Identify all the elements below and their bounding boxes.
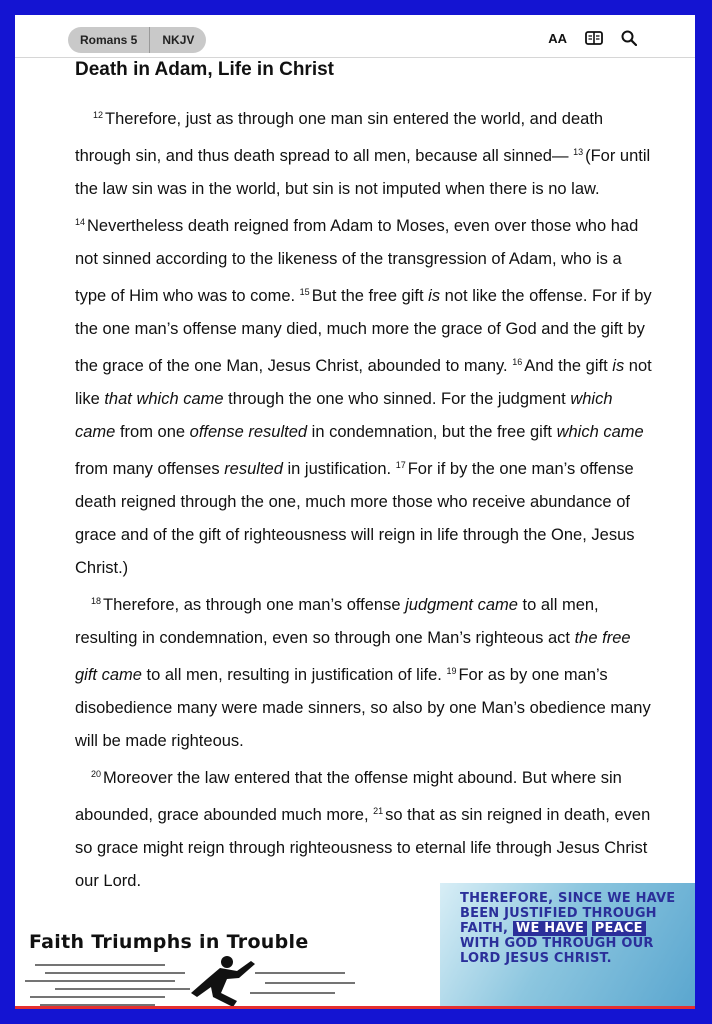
verse-number[interactable]: 19 xyxy=(446,666,457,676)
version-button[interactable]: NKJV xyxy=(162,33,195,47)
verse-text: through the one who sinned. For the judgment xyxy=(223,390,571,408)
verse-text-italic: offense resulted xyxy=(189,423,308,441)
verse-text: Therefore, just as through one man sin entered the world, and death through sin, and thus death spread to all men, because all sinned— xyxy=(75,110,604,165)
verse-number[interactable]: 16 xyxy=(512,357,523,367)
verse-text: not like xyxy=(75,357,652,408)
verse-text: And the gift xyxy=(524,357,613,375)
promo-text-end: WITH GOD THROUGH OUR LORD JESUS CHRIST. xyxy=(460,936,654,966)
verse-text: Therefore, as through one man’s offense xyxy=(103,596,406,614)
verse-text-italic: judgment came xyxy=(405,596,518,614)
verse-text-italic: resulted xyxy=(224,460,283,478)
verse-text: Moreover the law entered that the offense might abound. But where sin abounded, grace abounded much more, xyxy=(75,769,622,824)
scripture-paragraph xyxy=(75,758,655,898)
toolbar-actions xyxy=(548,30,637,46)
verse-text: in condemnation, but the free gift xyxy=(307,423,557,441)
text-size-icon[interactable]: AA xyxy=(548,30,567,46)
sermon-banner xyxy=(15,923,440,1009)
scripture-paragraph xyxy=(75,585,655,758)
verse-number[interactable]: 17 xyxy=(395,460,406,470)
verse-text: from many offenses xyxy=(75,460,225,478)
verse-text: from one xyxy=(115,423,190,441)
search-icon[interactable] xyxy=(621,30,637,46)
passage-selector[interactable] xyxy=(68,27,206,53)
running-figure-icon xyxy=(15,953,440,1009)
verse-number[interactable]: 12 xyxy=(93,110,104,120)
verse-text: (For until the law sin was in the world, but sin is not imputed when there is no law. xyxy=(75,147,651,198)
verse-number[interactable]: 14 xyxy=(75,217,86,227)
promo-highlight-1: WE HAVE xyxy=(513,921,587,936)
book-chapter-button[interactable]: Romans 5 xyxy=(80,33,138,47)
verse-number[interactable]: 18 xyxy=(91,596,102,606)
verse-text-italic: which came xyxy=(556,423,644,441)
verse-number[interactable]: 15 xyxy=(299,287,310,297)
promo-highlight-2: PEACE xyxy=(592,921,646,936)
verse-text: But the free gift xyxy=(311,287,429,305)
accent-line xyxy=(15,1006,695,1009)
scripture-paragraph xyxy=(75,99,655,585)
reader-page xyxy=(15,15,695,1009)
verse-number[interactable]: 13 xyxy=(573,147,584,157)
verse-text: For if by the one man’s offense death reigned through the one, much more those who receive abundance of grace and of the gift of righteousness will reign in life through the One, Jesus Christ.) xyxy=(75,460,635,577)
promo-text-start: THEREFORE, SINCE WE HAVE BEEN JUSTIFIED THROUGH FAITH, xyxy=(460,891,676,936)
book-icon[interactable] xyxy=(585,31,603,45)
verse-text-italic: which came xyxy=(75,390,613,441)
verse-number[interactable]: 21 xyxy=(373,806,384,816)
verse-text: Nevertheless death reigned from Adam to Moses, even over those who had not sinned according to the likeness of the transgression of Adam, who is a type of Him who was to come. xyxy=(75,217,639,305)
banner-title: Faith Triumphs in Trouble xyxy=(29,931,309,953)
section-heading: Death in Adam, Life in Christ xyxy=(75,59,334,80)
verse-text: to all men, resulting in justification of life. xyxy=(141,666,447,684)
verse-text-italic: that which came xyxy=(104,390,224,408)
top-toolbar xyxy=(15,15,695,58)
verse-text: so that as sin reigned in death, even so grace might reign through righteousness to eternal life through Jesus Christ our Lord. xyxy=(75,806,651,890)
verse-text-italic: the free gift came xyxy=(75,629,631,684)
verse-text: not like the offense. For if by the one man’s offense many died, much more the grace of God and the gift by the grace of the one Man, Jesus Christ, abounded to many. xyxy=(75,287,652,375)
scripture-text xyxy=(75,99,655,898)
verse-text: to all men, resulting in condemnation, even so through one Man’s righteous act xyxy=(75,596,599,647)
verse-text-italic: is xyxy=(428,287,441,305)
promo-verse xyxy=(460,891,690,966)
verse-text: in justification. xyxy=(282,460,396,478)
verse-number[interactable]: 20 xyxy=(91,769,102,779)
verse-promo-card xyxy=(440,883,695,1009)
verse-text-italic: is xyxy=(612,357,625,375)
verse-text: For as by one man’s disobedience many were made sinners, so also by one Man’s obedience many will be made righteous. xyxy=(75,666,651,750)
